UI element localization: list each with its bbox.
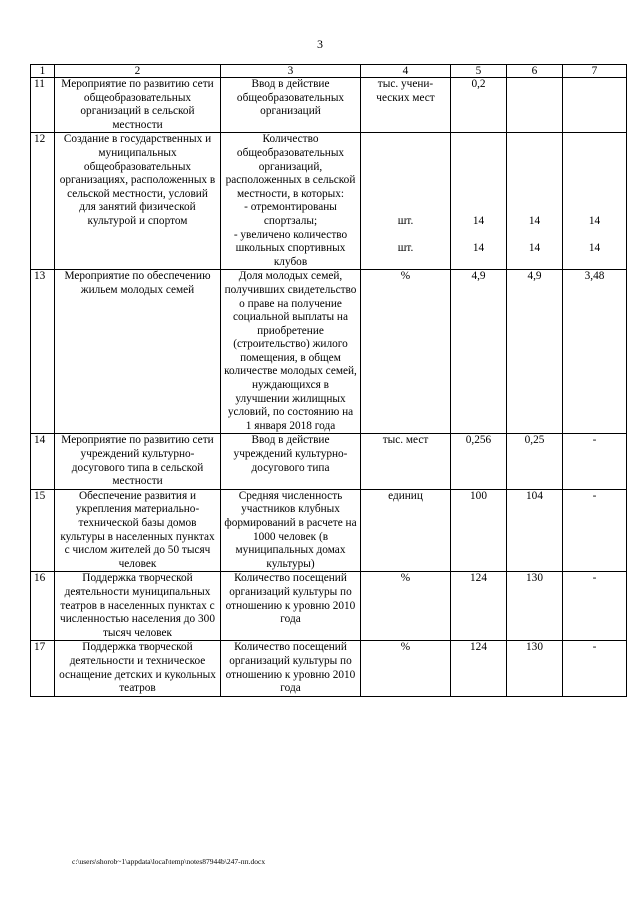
value-cell-6 [507,78,563,133]
value-cell-6: 0,25 [507,434,563,489]
table-row [31,572,627,641]
value-cell-5: 14 14 [451,133,507,270]
value-cell-7: - [563,641,627,696]
value-cell-5: 124 [451,572,507,641]
indicator-cell: Количество посещений организаций культуры по отношению к уровню 2010 года [221,641,361,696]
activity-cell: Поддержка творческой деятельности и техническое оснащение детских и кукольных театров [55,641,221,696]
value-cell-5: 124 [451,641,507,696]
activity-cell: Обеспечение развития и укрепления материально-технической базы домов культуры в населенных пунктах с числом жителей до 50 тысяч человек [55,489,221,572]
row-number-cell: 15 [31,489,55,572]
header-cell: 2 [55,65,221,78]
unit-cell: шт. шт. [361,133,451,270]
value-cell-6: 14 14 [507,133,563,270]
activity-cell: Мероприятие по развитию сети общеобразовательных организаций в сельской местности [55,78,221,133]
indicator-cell: Количество общеобразовательных организаций, расположенных в сельской местности, в которых: - отремонтированы спортзалы; - увеличено количество школьных спортивных клубов [221,133,361,270]
table-row [31,133,627,270]
indicator-cell: Доля молодых семей, получивших свидетельство о праве на получение социальной выплаты на приобретение (строительство) жилого помещения, в общем количестве молодых семей, нуждающихся в улучшении жилищных условий, по состоянию на 1 января 2018 года [221,270,361,434]
page-number: 3 [317,37,323,51]
table-row [31,489,627,572]
unit-cell: % [361,572,451,641]
value-cell-5: 4,9 [451,270,507,434]
value-cell-6: 130 [507,641,563,696]
header-cell: 6 [507,65,563,78]
row-number-cell: 16 [31,572,55,641]
unit-cell: тыс. мест [361,434,451,489]
value-cell-7: 14 14 [563,133,627,270]
activity-cell: Мероприятие по обеспечению жильем молодых семей [55,270,221,434]
indicator-cell: Ввод в действие общеобразовательных организаций [221,78,361,133]
header-cell: 7 [563,65,627,78]
header-cell: 4 [361,65,451,78]
value-cell-6: 4,9 [507,270,563,434]
unit-cell: единиц [361,489,451,572]
table-header-row [31,65,627,78]
header-cell: 5 [451,65,507,78]
file-path-footer: c:\users\shorob~1\appdata\local\temp\notes87944b\247-пп.docx [72,857,266,866]
activity-cell: Мероприятие по развитию сети учреждений культурно-досугового типа в сельской местности [55,434,221,489]
header-cell: 3 [221,65,361,78]
row-number-cell: 13 [31,270,55,434]
unit-cell: тыс. учени- ческих мест [361,78,451,133]
indicators-table [30,64,627,697]
row-number-cell: 12 [31,133,55,270]
table-row [31,78,627,133]
row-number-cell: 14 [31,434,55,489]
value-cell-7: - [563,572,627,641]
activity-cell: Создание в государственных и муниципальных общеобразовательных организациях, расположенных в сельской местности, условий для занятий физической культурой и спортом [55,133,221,270]
row-number-cell: 17 [31,641,55,696]
value-cell-5: 0,2 [451,78,507,133]
unit-cell: % [361,641,451,696]
indicator-cell: Количество посещений организаций культуры по отношению к уровню 2010 года [221,572,361,641]
table-row [31,270,627,434]
header-cell: 1 [31,65,55,78]
row-number-cell: 11 [31,78,55,133]
indicator-cell: Ввод в действие учреждений культурно-досугового типа [221,434,361,489]
activity-cell: Поддержка творческой деятельности муниципальных театров в населенных пунктах с численностью населения до 300 тысяч человек [55,572,221,641]
indicator-cell: Средняя численность участников клубных формирований в расчете на 1000 человек (в муниципальных домах культуры) [221,489,361,572]
table-row [31,434,627,489]
value-cell-6: 104 [507,489,563,572]
value-cell-7: - [563,489,627,572]
table-row [31,641,627,696]
value-cell-6: 130 [507,572,563,641]
value-cell-5: 0,256 [451,434,507,489]
value-cell-5: 100 [451,489,507,572]
unit-cell: % [361,270,451,434]
value-cell-7: 3,48 [563,270,627,434]
value-cell-7: - [563,434,627,489]
value-cell-7 [563,78,627,133]
